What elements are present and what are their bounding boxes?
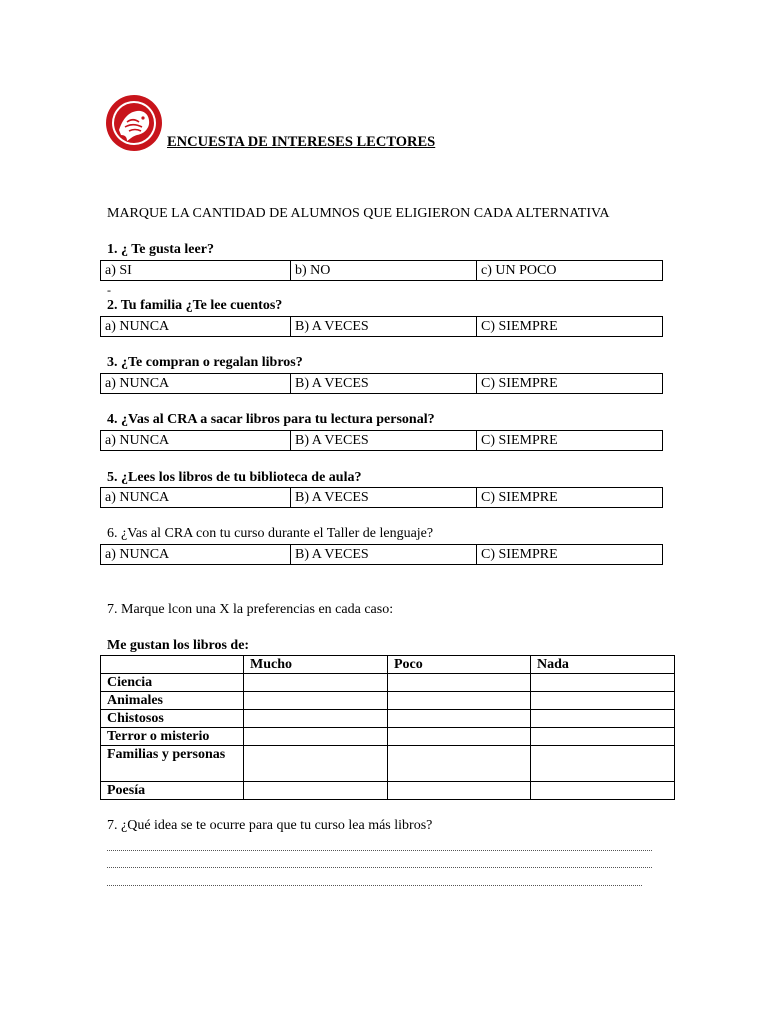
cell-terror-poco[interactable] [388, 728, 531, 746]
open-question-title: 7. ¿Qué idea se te ocurre para que tu curso lea más libros? [107, 818, 433, 833]
question-2-options [100, 316, 663, 337]
question-1-option-a[interactable]: a) SI [101, 261, 291, 281]
question-3-option-c[interactable]: C) SIEMPRE [477, 374, 663, 394]
cell-familias-mucho[interactable] [244, 746, 388, 782]
column-header-mucho: Mucho [244, 656, 388, 674]
row-label-poesia: Poesía [101, 782, 244, 800]
cell-chistosos-nada[interactable] [531, 710, 675, 728]
question-7-title: 7. Marque lcon una X la preferencias en cada caso: [107, 602, 394, 617]
preferences-label: Me gustan los libros de: [107, 638, 250, 653]
question-3-options [100, 373, 663, 394]
cell-terror-nada[interactable] [531, 728, 675, 746]
school-seal-logo [105, 94, 163, 152]
question-6-option-b[interactable]: B) A VECES [291, 545, 477, 565]
cell-ciencia-mucho[interactable] [244, 674, 388, 692]
cell-animales-poco[interactable] [388, 692, 531, 710]
question-5-option-c[interactable]: C) SIEMPRE [477, 488, 663, 508]
question-5-title: 5. ¿Lees los libros de tu biblioteca de aula? [107, 470, 362, 485]
instruction-text: MARQUE LA CANTIDAD DE ALUMNOS QUE ELIGIERON CADA ALTERNATIVA [107, 206, 610, 221]
row-label-animales: Animales [101, 692, 244, 710]
page-title: ENCUESTA DE INTERESES LECTORES [167, 134, 436, 150]
row-label-ciencia: Ciencia [101, 674, 244, 692]
row-label-terror: Terror o misterio [101, 728, 244, 746]
question-5-option-a[interactable]: a) NUNCA [101, 488, 291, 508]
answer-line-2[interactable] [107, 867, 652, 868]
table-row [101, 782, 675, 800]
row-label-familias: Familias y personas [101, 746, 244, 782]
cell-poesia-poco[interactable] [388, 782, 531, 800]
cell-animales-mucho[interactable] [244, 692, 388, 710]
cell-ciencia-nada[interactable] [531, 674, 675, 692]
question-1-title: 1. ¿ Te gusta leer? [107, 242, 214, 257]
question-4-title: 4. ¿Vas al CRA a sacar libros para tu lectura personal? [107, 412, 435, 427]
question-4-options [100, 430, 663, 451]
table-row [101, 728, 675, 746]
question-2-option-a[interactable]: a) NUNCA [101, 317, 291, 337]
question-5-options [100, 487, 663, 508]
question-6-option-a[interactable]: a) NUNCA [101, 545, 291, 565]
row-label-chistosos: Chistosos [101, 710, 244, 728]
preferences-corner-cell [101, 656, 244, 674]
cell-animales-nada[interactable] [531, 692, 675, 710]
question-6-title: 6. ¿Vas al CRA con tu curso durante el Taller de lenguaje? [107, 526, 434, 541]
stray-dash: - [107, 283, 111, 297]
question-1-options [100, 260, 663, 281]
question-5-option-b[interactable]: B) A VECES [291, 488, 477, 508]
question-2-title: 2. Tu familia ¿Te lee cuentos? [107, 298, 283, 313]
question-4-option-a[interactable]: a) NUNCA [101, 431, 291, 451]
answer-line-1[interactable] [107, 850, 652, 851]
question-3-option-b[interactable]: B) A VECES [291, 374, 477, 394]
column-header-nada: Nada [531, 656, 675, 674]
preferences-table [100, 655, 675, 800]
question-2-option-c[interactable]: C) SIEMPRE [477, 317, 663, 337]
preferences-header-row [101, 656, 675, 674]
question-4-option-b[interactable]: B) A VECES [291, 431, 477, 451]
question-1-option-c[interactable]: c) UN POCO [477, 261, 663, 281]
column-header-poco: Poco [388, 656, 531, 674]
question-2-option-b[interactable]: B) A VECES [291, 317, 477, 337]
cell-ciencia-poco[interactable] [388, 674, 531, 692]
question-6-option-c[interactable]: C) SIEMPRE [477, 545, 663, 565]
question-1-option-b[interactable]: b) NO [291, 261, 477, 281]
cell-familias-poco[interactable] [388, 746, 531, 782]
cell-terror-mucho[interactable] [244, 728, 388, 746]
table-row [101, 692, 675, 710]
cell-chistosos-poco[interactable] [388, 710, 531, 728]
answer-line-3[interactable] [107, 885, 642, 886]
table-row [101, 710, 675, 728]
table-row [101, 674, 675, 692]
question-3-title: 3. ¿Te compran o regalan libros? [107, 355, 303, 370]
table-row [101, 746, 675, 782]
cell-chistosos-mucho[interactable] [244, 710, 388, 728]
question-3-option-a[interactable]: a) NUNCA [101, 374, 291, 394]
cell-poesia-mucho[interactable] [244, 782, 388, 800]
cell-familias-nada[interactable] [531, 746, 675, 782]
cell-poesia-nada[interactable] [531, 782, 675, 800]
question-4-option-c[interactable]: C) SIEMPRE [477, 431, 663, 451]
question-6-options [100, 544, 663, 565]
